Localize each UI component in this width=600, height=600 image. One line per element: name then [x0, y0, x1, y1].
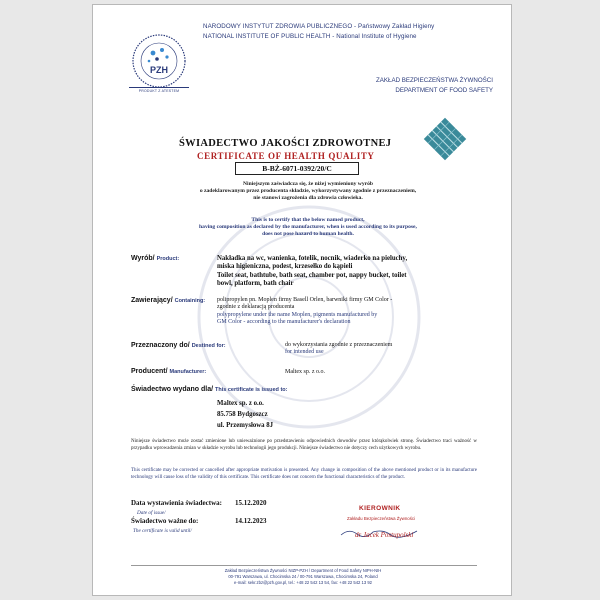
logo-text: PZH	[150, 65, 168, 75]
destined-label: Przeznaczony do/ Destined for:	[131, 342, 226, 349]
certificate-page	[92, 4, 512, 596]
valid-until-label: Świadectwo ważne do:	[131, 517, 199, 525]
certificate-number: B-BŻ-6071-0392/20/C	[235, 162, 359, 175]
institute-name-pl: NARODOWY INSTYTUT ZDROWIA PUBLICZNEGO - Państwowy Zakład Higieny	[203, 23, 435, 30]
department-name-pl: ZAKŁAD BEZPIECZEŃSTWA ŻYWNOŚCI	[375, 77, 493, 84]
department-name-en: DEPARTMENT OF FOOD SAFETY	[395, 87, 493, 94]
institute-name-en: NATIONAL INSTITUTE OF PUBLIC HEALTH - National Institute of Hygiene	[203, 33, 417, 40]
issue-date-label-en: Date of issue/	[137, 510, 166, 516]
signature-title: KIEROWNIK	[359, 505, 401, 512]
issued-to-label: Świadectwo wydano dla/ This certificate is issued to:	[131, 386, 288, 393]
hologram-seal-icon	[422, 116, 468, 162]
destined-value: do wykorzystania zgodnie z przeznaczeniem for intended use	[285, 342, 393, 356]
product-label: Wyrób/ Product:	[131, 255, 180, 262]
certificate-title-en: CERTIFICATE OF HEALTH QUALITY	[197, 151, 375, 161]
footer-divider	[131, 565, 477, 566]
containing-label: Zawierający/ Containing:	[131, 297, 206, 304]
footnote-pl: Niniejsze świadectwo może zostać zmienione lub unieważnione po przedstawieniu odpowiednich dowodów przez którąkolwiek stronę. Świadectwo traci ważność w przypadku wprowadzenia zmian w składzie wyrobu lub technologii jego produkcji. Niniejsze świadectwo nie dotyczy cech użytkowych wyrobu.	[131, 439, 477, 451]
pzh-logo-icon	[129, 33, 189, 93]
signature-department: Zakładu Bezpieczeństwa Żywności	[347, 516, 416, 521]
logo-caption: PRODUKT Z ATESTEM	[129, 87, 189, 93]
intro-text-pl: Niniejszym zaświadcza się, że niżej wymieniony wyrób o zadeklarowanym przez producenta składzie, wykorzystywany zgodnie z przeznaczeniem, nie stanowi zagrożenia dla zdrowia człowieka.	[199, 181, 417, 202]
footnote-en: This certificate may be corrected or cancelled after appropriate motivation is presented. Any change in composition of the above mentioned product or in its manufacture technology will cause loss of the validity of this certificate. This certificate does not concern the functional characteristics of the product.	[131, 468, 477, 480]
manufacturer-value: Maltex sp. z o.o.	[285, 369, 325, 375]
issue-date-label: Data wystawienia świadectwa:	[131, 499, 222, 507]
footer-address: Zakład Bezpieczeństwa Żywności NIZP-PZH / Department of Food Safety NIPH-NIH 00-791 Warszawa, ul. Chocimska 24 / 00-791 Warszawa, Chocimska 24, Poland e-mail: sekr.zbz@pzh.gov.pl, tel.: +48 22 542 13 54, fax: +48 22 542 13 92	[224, 568, 382, 585]
containing-value: polipropylen pn. Moplen firmy Basell Orlen, barwniki firmy GM Color - zgodnie z deklaracją producenta polypropylene under the name Moplen, pigments manufactured by GM Color - according to the manufacturer's declaration	[217, 297, 393, 326]
manufacturer-label: Producent/ Manufacturer:	[131, 368, 207, 375]
valid-until-value: 14.12.2023	[235, 517, 267, 525]
intro-text-en: This is to certify that the below named product, having composition as declared by the manufacturer, when is used according to its purpose, does not pose hazard to human health.	[199, 217, 417, 238]
issue-date-value: 15.12.2020	[235, 499, 267, 507]
certificate-title-pl: ŚWIADECTWO JAKOŚCI ZDROWOTNEJ	[179, 138, 392, 149]
valid-until-label-en: The certificate is valid until/	[133, 528, 192, 534]
product-value: Nakładka na wc, wanienka, fotelik, nocnik, wiaderko na pieluchy, miska higieniczna, podest, krzesełko do kąpieli Toilet seat, bathtube, bath seat, chamber pot, nappy bucket, toilet bowl, platform, bath chair	[217, 255, 408, 288]
signature-name: dr Jacek Postupolski	[355, 531, 414, 539]
issued-to-address: Maltex sp. z o.o. 85.758 Bydgoszcz ul. Przemysłowa 8J	[217, 400, 274, 429]
